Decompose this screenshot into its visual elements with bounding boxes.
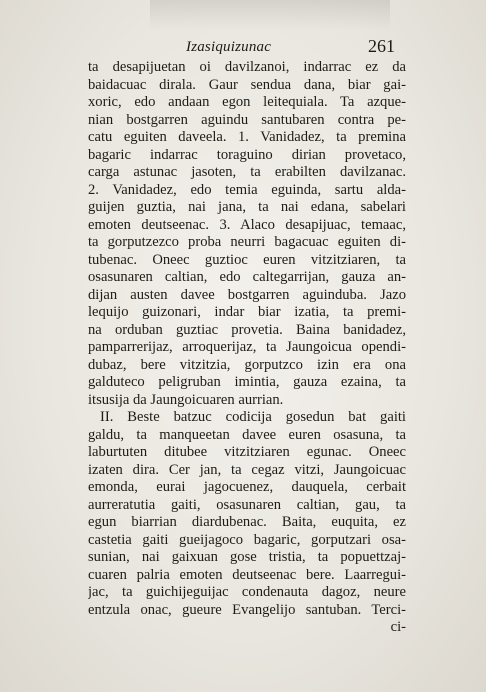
catchword: ci- [390, 619, 406, 635]
text-line: carga astunac jasoten, ta erabilten davilzanac. [88, 164, 406, 180]
text-line: tubenac. Oneec guztioc euren vitzitziaren, ta [88, 251, 406, 268]
text-line: pamparrerijaz, arroquerijaz, ta Jaungoicua opendi- [88, 339, 406, 355]
text-line: dijan austen davee bostgarren aguinduba. Jazo [88, 286, 406, 303]
text-line: na orduban guztiac provetia. Baina banidadez, [88, 321, 406, 338]
text-line: dubaz, bere vitzitzia, gorputzco izin era ona [88, 356, 406, 373]
text-line: galdu, ta manqueetan davee euren osasuna, ta [88, 426, 406, 443]
text-line: entzula onac, gueure Evangelijo santuban. Terci- [88, 601, 406, 618]
show-through-shadow [150, 0, 390, 30]
text-line: aurreratutia gaiti, osasunaren caltian, gau, ta [88, 496, 406, 513]
text-line: baidacuac dirala. Gaur sendua dana, biar gai- [88, 76, 406, 93]
text-line: sunian, nai gaixuan gose tristia, ta popuettzaj- [88, 549, 406, 565]
text-line: laburtuten ditubee vitzitziaren egunac. Oneec [88, 444, 406, 460]
text-line: emonda, eurai jagocuenez, dauquela, cerbait [88, 479, 406, 495]
text-line: galduteco peligruban imintia, gauza ezaina, ta [88, 374, 406, 390]
text-line: osasunaren caltian, edo caltegarrijan, gauza an- [88, 269, 406, 285]
text-line: castetia gaiti gueijagoco bagaric, gorputzari osa- [88, 531, 406, 548]
text-line: bagaric indarrac toraguino dirian provetaco, [88, 146, 406, 163]
text-line: emoten deutseenac. 3. Alaco desapijuac, temaac, [88, 216, 406, 233]
text-line: guijen guztia, nai jana, ta nai edana, sabelari [88, 199, 406, 215]
text-line: izaten dira. Cer jan, ta cegaz vitzi, Jaungoicuac [88, 461, 406, 478]
text-line: ta desapijuetan oi davilzanoi, indarrac ez da [88, 59, 406, 75]
text-line: xoric, edo andaan egon leitequiala. Ta azque- [88, 94, 406, 110]
running-head: Izasiquizunac [186, 39, 272, 55]
text-line: itsusija da Jaungoicuaren aurrian. [88, 391, 284, 408]
text-line: cuaren palria emoten deutseenac bere. Laarregui- [88, 566, 406, 583]
page-number: 261 [368, 36, 395, 56]
text-line: jac, ta guichijeguijac condenauta dagoz, neure [88, 584, 406, 600]
text-line: II. Beste batzuc codicija gosedun bat gaiti [100, 409, 406, 425]
text-line: catu eguiten daveela. 1. Vanidadez, ta premina [88, 129, 406, 145]
text-line: 2. Vanidadez, edo temia eguinda, sartu alda- [88, 181, 406, 198]
text-line: egun biarrian diardubenac. Baita, euquita, ez [88, 514, 406, 530]
text-line: nian bostgarren aguindu santubaren contra pe- [88, 111, 406, 128]
text-line: ta gorputzezco proba neurri bagacuac eguiten di- [88, 234, 406, 250]
text-line: lequijo guizonari, indar biar izatia, ta premi- [88, 304, 406, 320]
body-text [88, 59, 406, 637]
